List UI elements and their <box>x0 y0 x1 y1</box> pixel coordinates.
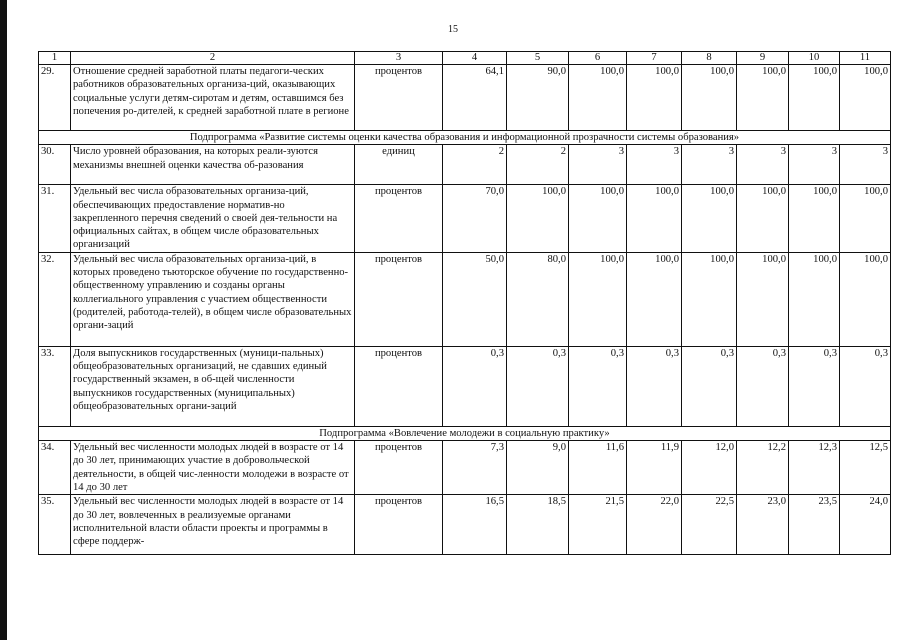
value-cell: 100,0 <box>682 252 737 346</box>
value-cell: 0,3 <box>627 346 682 426</box>
row-number: 32. <box>39 252 71 346</box>
value-cell: 100,0 <box>737 65 789 131</box>
subprogram-row <box>39 131 891 145</box>
value-cell: 100,0 <box>840 252 891 346</box>
unit-cell: процентов <box>355 495 443 555</box>
value-cell: 3 <box>682 145 737 185</box>
indicator-row <box>39 145 891 185</box>
value-cell: 9,0 <box>507 441 569 495</box>
value-cell: 100,0 <box>627 252 682 346</box>
value-cell: 23,5 <box>789 495 840 555</box>
value-cell: 18,5 <box>507 495 569 555</box>
value-cell: 100,0 <box>789 65 840 131</box>
column-number-cell: 11 <box>840 52 891 65</box>
indicator-table <box>38 51 891 555</box>
column-number-cell: 3 <box>355 52 443 65</box>
column-number-cell: 10 <box>789 52 840 65</box>
unit-cell: процентов <box>355 185 443 252</box>
value-cell: 3 <box>789 145 840 185</box>
row-number: 33. <box>39 346 71 426</box>
value-cell: 0,3 <box>682 346 737 426</box>
value-cell: 12,3 <box>789 441 840 495</box>
value-cell: 22,0 <box>627 495 682 555</box>
value-cell: 0,3 <box>789 346 840 426</box>
value-cell: 11,6 <box>569 441 627 495</box>
value-cell: 100,0 <box>737 252 789 346</box>
subprogram-title: Подпрограмма «Вовлечение молодежи в социальную практику» <box>39 426 891 440</box>
column-number-cell: 4 <box>443 52 507 65</box>
value-cell: 100,0 <box>682 65 737 131</box>
indicator-name: Доля выпускников государственных (муници-пальных) общеобразовательных организаций, не сдавших единый государственный экзамен, в об-щей численности выпускников государственных (муниципальных) общеобразовательных органи-заций <box>71 346 355 426</box>
unit-cell: процентов <box>355 252 443 346</box>
indicator-row <box>39 185 891 252</box>
value-cell: 100,0 <box>627 65 682 131</box>
indicator-name: Отношение средней заработной платы педагоги-ческих работников образовательных организа-ций, оказывающих социальные услуги детям-сиротам и детям, оставшимся без попечения ро-дителей, к средней заработной плате в регионе <box>71 65 355 131</box>
value-cell: 100,0 <box>682 185 737 252</box>
column-number-row <box>39 52 891 65</box>
value-cell: 100,0 <box>840 65 891 131</box>
value-cell: 100,0 <box>789 185 840 252</box>
value-cell: 0,3 <box>569 346 627 426</box>
column-number-cell: 9 <box>737 52 789 65</box>
value-cell: 3 <box>737 145 789 185</box>
scan-edge-bar <box>0 0 7 640</box>
unit-cell: единиц <box>355 145 443 185</box>
value-cell: 12,5 <box>840 441 891 495</box>
value-cell: 100,0 <box>569 65 627 131</box>
value-cell: 21,5 <box>569 495 627 555</box>
column-number-cell: 2 <box>71 52 355 65</box>
value-cell: 50,0 <box>443 252 507 346</box>
value-cell: 0,3 <box>737 346 789 426</box>
value-cell: 7,3 <box>443 441 507 495</box>
indicator-row <box>39 495 891 555</box>
value-cell: 100,0 <box>507 185 569 252</box>
value-cell: 2 <box>443 145 507 185</box>
value-cell: 100,0 <box>737 185 789 252</box>
row-number: 29. <box>39 65 71 131</box>
indicator-row <box>39 252 891 346</box>
value-cell: 16,5 <box>443 495 507 555</box>
value-cell: 12,0 <box>682 441 737 495</box>
value-cell: 0,3 <box>443 346 507 426</box>
indicator-name: Удельный вес численности молодых людей в возрасте от 14 до 30 лет, принимающих участие в добровольческой деятельности, в общей чис-ленности молодежи в возрасте от 14 до 30 лет <box>71 441 355 495</box>
column-number-cell: 8 <box>682 52 737 65</box>
value-cell: 22,5 <box>682 495 737 555</box>
column-number-cell: 5 <box>507 52 569 65</box>
unit-cell: процентов <box>355 65 443 131</box>
value-cell: 90,0 <box>507 65 569 131</box>
row-number: 34. <box>39 441 71 495</box>
value-cell: 80,0 <box>507 252 569 346</box>
column-number-cell: 7 <box>627 52 682 65</box>
value-cell: 12,2 <box>737 441 789 495</box>
subprogram-row <box>39 426 891 440</box>
indicator-name: Удельный вес численности молодых людей в возрасте от 14 до 30 лет, вовлеченных в реализуемые органами исполнительной власти области проекты и программы в сфере поддерж- <box>71 495 355 555</box>
value-cell: 70,0 <box>443 185 507 252</box>
row-number: 31. <box>39 185 71 252</box>
indicator-row <box>39 65 891 131</box>
subprogram-title: Подпрограмма «Развитие системы оценки качества образования и информационной прозрачности системы образования» <box>39 131 891 145</box>
value-cell: 100,0 <box>569 185 627 252</box>
column-number-cell: 1 <box>39 52 71 65</box>
value-cell: 0,3 <box>840 346 891 426</box>
value-cell: 100,0 <box>789 252 840 346</box>
value-cell: 0,3 <box>507 346 569 426</box>
value-cell: 100,0 <box>569 252 627 346</box>
value-cell: 3 <box>569 145 627 185</box>
page-number: 15 <box>448 24 458 35</box>
column-number-cell: 6 <box>569 52 627 65</box>
unit-cell: процентов <box>355 441 443 495</box>
indicator-name: Удельный вес числа образовательных организа-ций, обеспечивающих предоставление норматив-но закрепленного перечня сведений о своей дея-тельности на официальных сайтах, в общем числе образовательных организаций <box>71 185 355 252</box>
value-cell: 100,0 <box>627 185 682 252</box>
value-cell: 11,9 <box>627 441 682 495</box>
value-cell: 100,0 <box>840 185 891 252</box>
value-cell: 64,1 <box>443 65 507 131</box>
value-cell: 2 <box>507 145 569 185</box>
indicator-row <box>39 346 891 426</box>
row-number: 30. <box>39 145 71 185</box>
row-number: 35. <box>39 495 71 555</box>
value-cell: 3 <box>627 145 682 185</box>
indicator-name: Удельный вес числа образовательных организа-ций, в которых проведено тьюторское обучение по государственно-общественному управлению и созданы органы коллегиального управления с участием общественности (родителей, работода-телей), в общем числе образовательных органи-заций <box>71 252 355 346</box>
indicator-name: Число уровней образования, на которых реали-зуются механизмы внешней оценки качества об-разования <box>71 145 355 185</box>
value-cell: 3 <box>840 145 891 185</box>
unit-cell: процентов <box>355 346 443 426</box>
value-cell: 24,0 <box>840 495 891 555</box>
value-cell: 23,0 <box>737 495 789 555</box>
indicator-row <box>39 441 891 495</box>
